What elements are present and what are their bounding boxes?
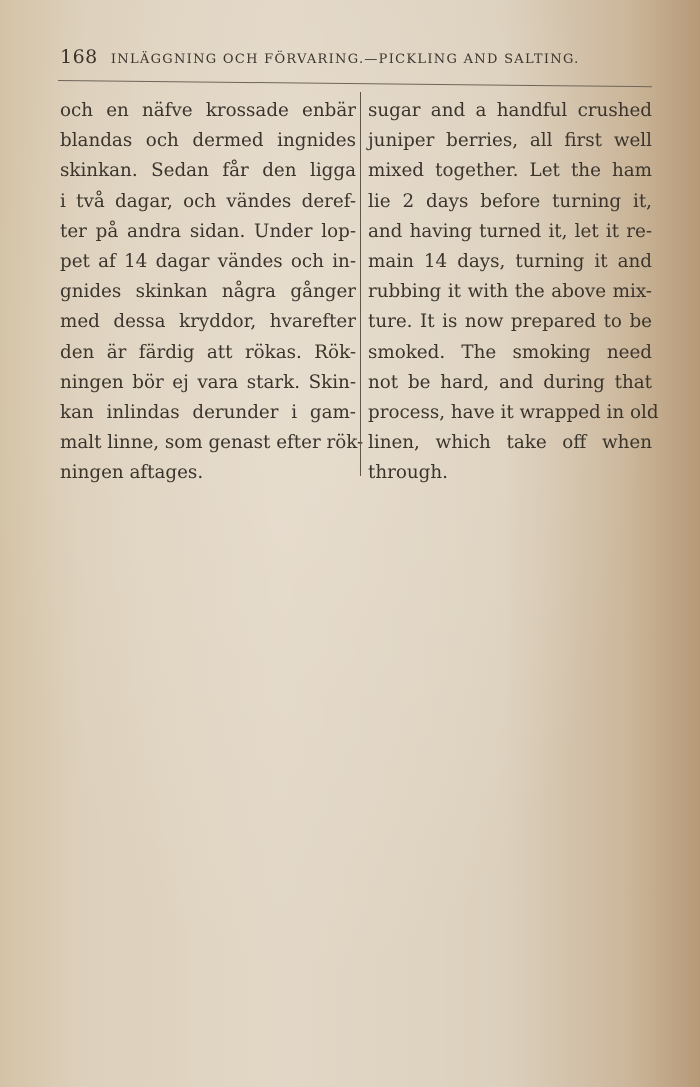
text-line: ningen aftages. bbox=[60, 462, 204, 484]
text-line: not be hard, and during that bbox=[368, 371, 652, 393]
english-column bbox=[368, 96, 659, 488]
text-line: i två dagar, och vändes deref- bbox=[60, 190, 356, 212]
text-line: skinkan. Sedan får den ligga bbox=[60, 160, 356, 182]
text-line: kan inlindas derunder i gam- bbox=[60, 401, 356, 423]
text-line: lie 2 days before turning it, bbox=[368, 190, 652, 212]
text-line: med dessa kryddor, hvarefter bbox=[60, 311, 356, 333]
text-line: gnides skinkan några gånger bbox=[60, 281, 356, 303]
text-line: rubbing it with the above mix- bbox=[368, 281, 652, 303]
text-line: sugar and a handful crushed bbox=[368, 100, 652, 121]
text-line: juniper berries, all first well bbox=[368, 130, 652, 152]
text-line: process, have it wrapped in old bbox=[368, 401, 659, 423]
text-line: and having turned it, let it re- bbox=[368, 220, 652, 242]
text-line: through. bbox=[368, 462, 448, 484]
header-rule bbox=[58, 80, 652, 87]
column-divider bbox=[360, 92, 361, 476]
swedish-column bbox=[60, 96, 364, 488]
text-line: malt linne, som genast efter rök- bbox=[60, 432, 364, 454]
text-line: smoked. The smoking need bbox=[368, 341, 652, 363]
running-title: INLÄGGNING OCH FÖRVARING.—PICKLING AND SALTING. bbox=[110, 52, 580, 67]
text-line: mixed together. Let the ham bbox=[368, 160, 652, 182]
text-line: och en näfve krossade enbär bbox=[60, 100, 356, 121]
text-line: main 14 days, turning it and bbox=[368, 250, 652, 272]
text-line: ture. It is now prepared to be bbox=[368, 311, 652, 333]
text-line: blandas och dermed ingnides bbox=[60, 130, 356, 152]
page-header bbox=[60, 46, 660, 74]
text-line: linen, which take off when bbox=[368, 432, 652, 454]
page-number: 168 bbox=[60, 46, 98, 68]
text-line: den är färdig att rökas. Rök- bbox=[60, 341, 356, 363]
text-line: pet af 14 dagar vändes och in- bbox=[60, 250, 356, 272]
text-line: ter på andra sidan. Under lop- bbox=[60, 220, 356, 242]
text-line: ningen bör ej vara stark. Skin- bbox=[60, 371, 356, 393]
